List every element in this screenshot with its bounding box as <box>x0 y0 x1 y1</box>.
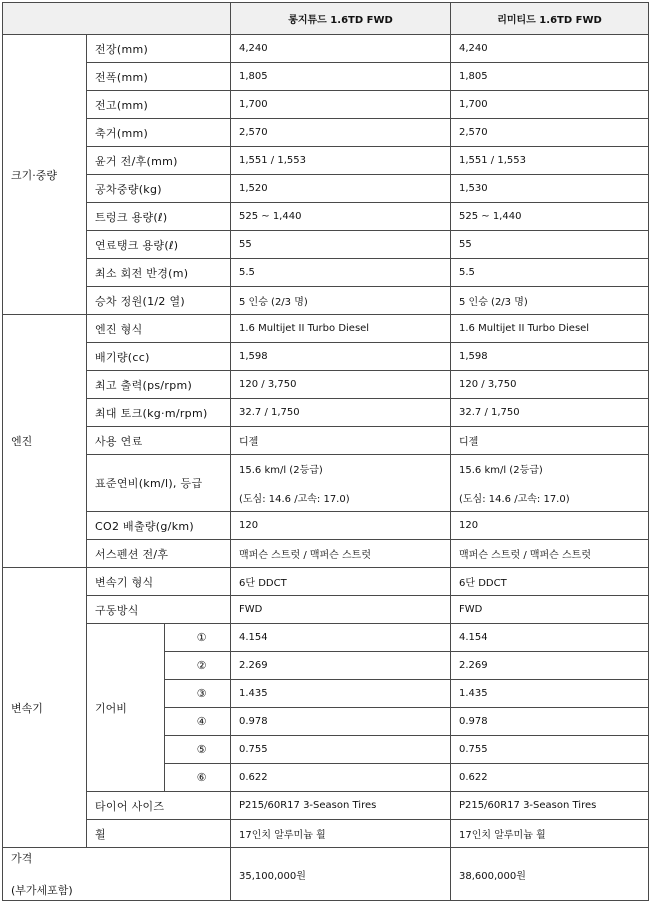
header-limited: 리미티드 1.6TD FWD <box>451 3 649 35</box>
row-label: 구동방식 <box>87 596 231 624</box>
value-limited: 0.755 <box>451 736 649 764</box>
value-limited <box>451 455 649 512</box>
row-label: 트렁크 용량(ℓ) <box>87 203 231 231</box>
row-label: 휠 <box>87 820 231 848</box>
table-row <box>3 35 649 63</box>
value-longitude: 32.7 / 1,750 <box>231 399 451 427</box>
value-longitude: 2,570 <box>231 119 451 147</box>
value-longitude: 0.755 <box>231 736 451 764</box>
table-row <box>3 399 649 427</box>
value-longitude: 2.269 <box>231 652 451 680</box>
value-limited: 1,598 <box>451 343 649 371</box>
row-label: 사용 연료 <box>87 427 231 455</box>
table-row <box>3 512 649 540</box>
value-limited: 디젤 <box>451 427 649 455</box>
gear-number: ③ <box>165 680 231 708</box>
row-label: 전고(mm) <box>87 91 231 119</box>
table-row <box>3 568 649 596</box>
table-row <box>3 259 649 287</box>
value-limited: 2.269 <box>451 652 649 680</box>
table-row <box>3 63 649 91</box>
value-longitude: 120 / 3,750 <box>231 371 451 399</box>
value-longitude: 5 인승 (2/3 명) <box>231 287 451 315</box>
value-longitude <box>231 455 451 512</box>
price-row <box>3 848 649 901</box>
table-row <box>3 119 649 147</box>
value-longitude: 4.154 <box>231 624 451 652</box>
value-limited: FWD <box>451 596 649 624</box>
efficiency-detail: (도심: 14.6 /고속: 17.0) <box>459 494 570 505</box>
row-label: 최대 토크(kg·m/rpm) <box>87 399 231 427</box>
price-longitude: 35,100,000원 <box>231 848 451 901</box>
value-longitude: 디젤 <box>231 427 451 455</box>
row-label: 최고 출력(ps/rpm) <box>87 371 231 399</box>
gear-number: ② <box>165 652 231 680</box>
value-longitude: 6단 DDCT <box>231 568 451 596</box>
gear-ratio-label: 기어비 <box>87 624 165 792</box>
gear-number: ④ <box>165 708 231 736</box>
value-longitude: 1,551 / 1,553 <box>231 147 451 175</box>
price-limited: 38,600,000원 <box>451 848 649 901</box>
value-limited: 1.6 Multijet II Turbo Diesel <box>451 315 649 343</box>
category-engine: 엔진 <box>3 315 87 568</box>
value-longitude: 5.5 <box>231 259 451 287</box>
row-label: 엔진 형식 <box>87 315 231 343</box>
value-limited: 6단 DDCT <box>451 568 649 596</box>
value-limited: 1,805 <box>451 63 649 91</box>
gear-number: ① <box>165 624 231 652</box>
table-row <box>3 231 649 259</box>
row-label: 공차중량(kg) <box>87 175 231 203</box>
value-limited: 1.435 <box>451 680 649 708</box>
value-limited: 525 ~ 1,440 <box>451 203 649 231</box>
table-header-row <box>3 3 649 35</box>
value-limited: 32.7 / 1,750 <box>451 399 649 427</box>
value-limited: 1,530 <box>451 175 649 203</box>
value-limited: 5 인승 (2/3 명) <box>451 287 649 315</box>
value-longitude: 1,700 <box>231 91 451 119</box>
value-limited: 0.978 <box>451 708 649 736</box>
price-label-note: (부가세포함) <box>11 884 73 897</box>
value-limited: 55 <box>451 231 649 259</box>
efficiency-line: 15.6 km/l (2등급) <box>459 465 543 476</box>
value-longitude: 525 ~ 1,440 <box>231 203 451 231</box>
value-longitude: 55 <box>231 231 451 259</box>
value-limited: 0.622 <box>451 764 649 792</box>
value-longitude: P215/60R17 3-Season Tires <box>231 792 451 820</box>
row-label: 타이어 사이즈 <box>87 792 231 820</box>
value-longitude: 1,520 <box>231 175 451 203</box>
table-row <box>3 792 649 820</box>
table-row <box>3 540 649 568</box>
value-limited: 1,551 / 1,553 <box>451 147 649 175</box>
value-limited: 1,700 <box>451 91 649 119</box>
gear-number: ⑤ <box>165 736 231 764</box>
table-row <box>3 147 649 175</box>
table-row <box>3 175 649 203</box>
row-label: 축거(mm) <box>87 119 231 147</box>
value-limited: 4,240 <box>451 35 649 63</box>
row-label: CO2 배출량(g/km) <box>87 512 231 540</box>
price-label <box>3 848 231 901</box>
value-longitude: 4,240 <box>231 35 451 63</box>
value-limited: P215/60R17 3-Season Tires <box>451 792 649 820</box>
category-size-weight: 크기·중량 <box>3 35 87 315</box>
table-row <box>3 203 649 231</box>
value-longitude: 0.978 <box>231 708 451 736</box>
row-label: 전폭(mm) <box>87 63 231 91</box>
table-row <box>3 343 649 371</box>
value-limited: 4.154 <box>451 624 649 652</box>
row-label: 윤거 전/후(mm) <box>87 147 231 175</box>
table-row <box>3 91 649 119</box>
table-row <box>3 427 649 455</box>
row-label: 배기량(cc) <box>87 343 231 371</box>
price-label-main: 가격 <box>11 852 33 865</box>
table-row <box>3 624 649 652</box>
value-longitude: 0.622 <box>231 764 451 792</box>
value-limited: 120 <box>451 512 649 540</box>
value-longitude: 120 <box>231 512 451 540</box>
value-limited: 2,570 <box>451 119 649 147</box>
value-longitude: 맥퍼슨 스트럿 / 맥퍼슨 스트럿 <box>231 540 451 568</box>
row-label: 전장(mm) <box>87 35 231 63</box>
row-label: 승차 정원(1/2 열) <box>87 287 231 315</box>
header-longitude: 롱지튜드 1.6TD FWD <box>231 3 451 35</box>
value-limited: 120 / 3,750 <box>451 371 649 399</box>
value-limited: 17인치 알루미늄 휠 <box>451 820 649 848</box>
row-label: 표준연비(km/l), 등급 <box>87 455 231 512</box>
table-row <box>3 371 649 399</box>
efficiency-line: 15.6 km/l (2등급) <box>239 465 323 476</box>
row-label: 최소 회전 반경(m) <box>87 259 231 287</box>
table-row <box>3 596 649 624</box>
efficiency-detail: (도심: 14.6 /고속: 17.0) <box>239 494 350 505</box>
row-label: 연료탱크 용량(ℓ) <box>87 231 231 259</box>
value-longitude: 1,805 <box>231 63 451 91</box>
value-longitude: 17인치 알루미늄 휠 <box>231 820 451 848</box>
value-longitude: 1.6 Multijet II Turbo Diesel <box>231 315 451 343</box>
spec-table-container <box>2 2 649 901</box>
row-label: 서스펜션 전/후 <box>87 540 231 568</box>
table-row <box>3 315 649 343</box>
value-limited: 5.5 <box>451 259 649 287</box>
value-longitude: FWD <box>231 596 451 624</box>
table-row <box>3 820 649 848</box>
spec-table <box>2 2 649 901</box>
value-longitude: 1,598 <box>231 343 451 371</box>
table-row <box>3 455 649 512</box>
value-longitude: 1.435 <box>231 680 451 708</box>
category-transmission: 변속기 <box>3 568 87 848</box>
table-row <box>3 287 649 315</box>
value-limited: 맥퍼슨 스트럿 / 맥퍼슨 스트럿 <box>451 540 649 568</box>
row-label: 변속기 형식 <box>87 568 231 596</box>
gear-number: ⑥ <box>165 764 231 792</box>
header-empty-cell <box>3 3 231 35</box>
